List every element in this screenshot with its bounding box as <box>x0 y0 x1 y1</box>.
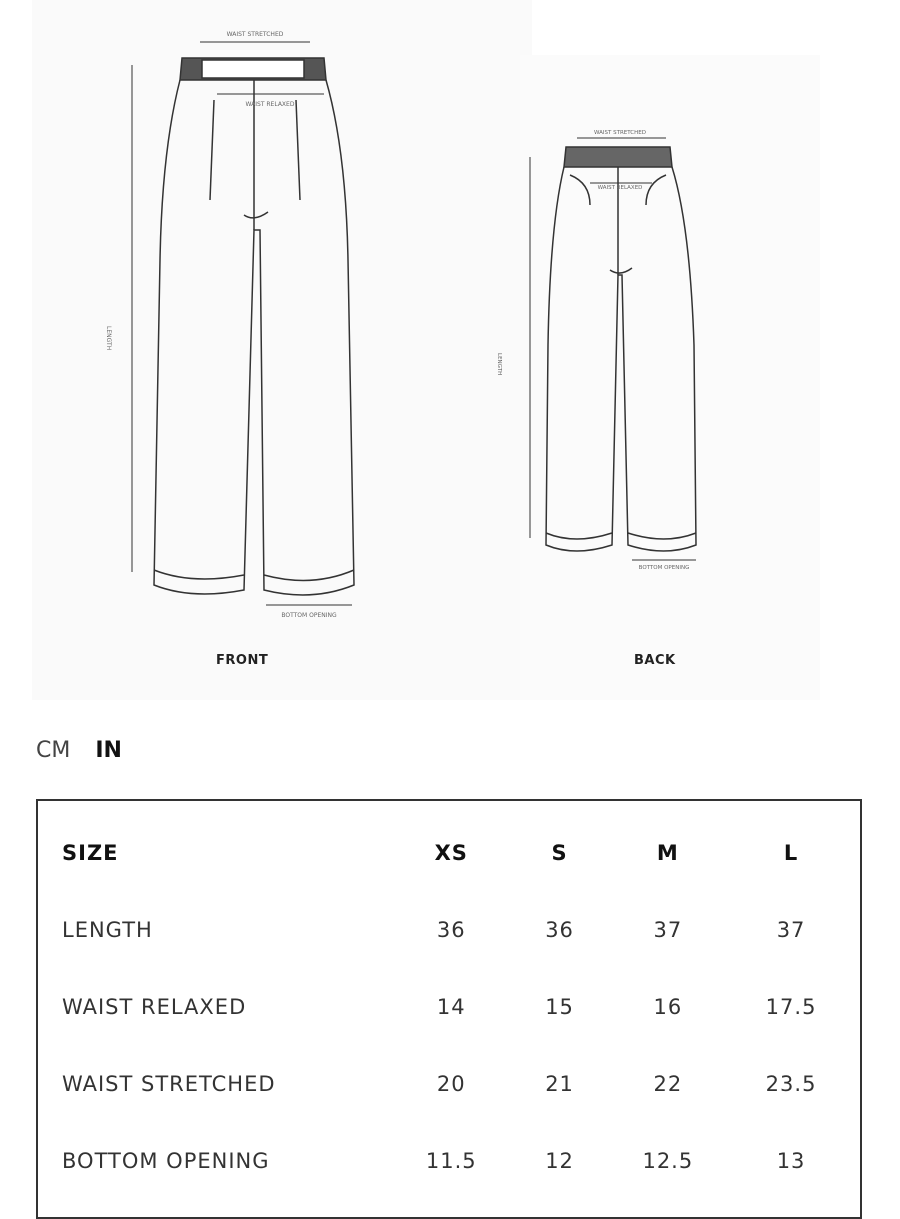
in-unit-button[interactable]: IN <box>95 738 122 763</box>
back-waist-relaxed-annotation: WAIST RELAXED <box>597 185 643 191</box>
table-cell: 22 <box>653 1071 683 1096</box>
table-row <box>62 968 860 1045</box>
size-header-row <box>62 841 860 891</box>
front-diagram-panel <box>32 0 532 700</box>
table-cell: 20 <box>436 1071 466 1096</box>
front-view-label: FRONT <box>216 653 269 668</box>
back-pants-sketch <box>496 55 820 700</box>
cm-unit-button[interactable]: CM <box>36 738 71 763</box>
back-view-label: BACK <box>634 653 676 668</box>
size-header-s: S <box>551 841 568 865</box>
table-cell: 23.5 <box>765 1071 817 1096</box>
table-cell: 11.5 <box>425 1148 477 1173</box>
back-bottom-opening-annotation: BOTTOM OPENING <box>638 565 690 571</box>
size-header-xs: XS <box>434 841 468 865</box>
table-cell: 12 <box>545 1148 574 1173</box>
front-bottom-opening-annotation: BOTTOM OPENING <box>281 612 337 619</box>
table-row <box>62 1122 860 1199</box>
table-cell: 12.5 <box>642 1148 694 1173</box>
front-waist-relaxed-annotation: WAIST RELAXED <box>245 101 295 108</box>
table-cell: 15 <box>545 994 574 1019</box>
table-cell: 37 <box>776 917 806 942</box>
size-chart-table-container <box>36 799 862 1219</box>
size-header-m: M <box>656 841 679 865</box>
table-row <box>62 891 860 968</box>
back-diagram-panel <box>496 55 820 700</box>
table-cell: 14 <box>436 994 466 1019</box>
table-cell: 36 <box>436 917 466 942</box>
table-cell: 36 <box>545 917 574 942</box>
table-cell: 17.5 <box>765 994 817 1019</box>
unit-toggle <box>36 738 140 763</box>
row-label-length: LENGTH <box>62 917 153 942</box>
front-waist-stretched-annotation: WAIST STRETCHED <box>226 31 284 38</box>
front-pants-sketch <box>32 0 532 700</box>
table-cell: 13 <box>776 1148 806 1173</box>
back-length-annotation: LENGTH <box>496 353 502 376</box>
table-cell: 21 <box>545 1071 574 1096</box>
table-cell: 16 <box>653 994 683 1019</box>
table-cell: 37 <box>653 917 683 942</box>
row-label-bottom-opening: BOTTOM OPENING <box>62 1148 270 1173</box>
front-length-annotation: LENGTH <box>105 326 112 351</box>
row-label-waist-stretched: WAIST STRETCHED <box>62 1071 276 1096</box>
table-row <box>62 1045 860 1122</box>
size-chart-table <box>62 841 860 1199</box>
back-waist-stretched-annotation: WAIST STRETCHED <box>594 130 646 136</box>
row-label-waist-relaxed: WAIST RELAXED <box>62 994 247 1019</box>
size-header-label: SIZE <box>62 841 119 865</box>
size-header-l: L <box>783 841 799 865</box>
